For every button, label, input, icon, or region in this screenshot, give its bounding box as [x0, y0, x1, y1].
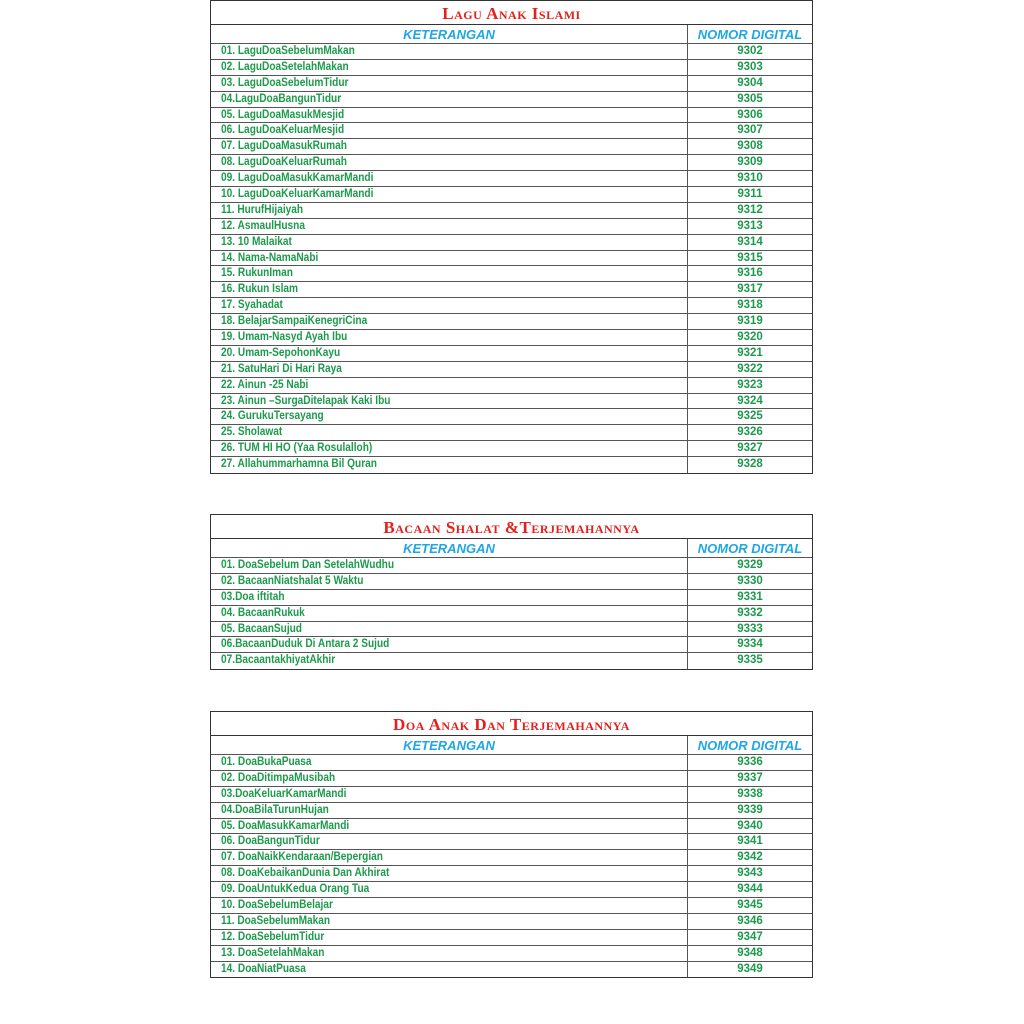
row-nomor-digital: 9333: [737, 622, 763, 635]
header-keterangan: KETERANGAN: [211, 539, 688, 557]
table-row: [211, 155, 812, 171]
row-nomor-digital: 9341: [737, 835, 763, 848]
row-keterangan-text: 08. DoaKebaikanDunia Dan Akhirat: [221, 867, 390, 880]
row-keterangan-text: 15. RukunIman: [221, 267, 293, 280]
table-row: [211, 441, 812, 457]
table-doa-anak: [210, 711, 813, 978]
row-nomor-digital: 9327: [737, 442, 763, 455]
row-keterangan-text: 05. LaguDoaMasukMesjid: [221, 108, 345, 121]
row-keterangan-text: 09. LaguDoaMasukKamarMandi: [221, 172, 374, 185]
row-nomor-digital: 9331: [737, 590, 763, 603]
table-row: [211, 409, 812, 425]
table-row: [211, 425, 812, 441]
row-keterangan: [211, 930, 688, 945]
table-row: [211, 803, 812, 819]
row-keterangan-text: 10. LaguDoaKeluarKamarMandi: [221, 188, 374, 201]
row-keterangan-text: 03.Doa iftitah: [221, 590, 285, 603]
row-keterangan-text: 11. HurufHijaiyah: [221, 203, 304, 216]
row-nomor-digital: 9346: [737, 914, 763, 927]
table-row: [211, 378, 812, 394]
row-keterangan: [211, 457, 688, 473]
row-keterangan: [211, 235, 688, 250]
row-nomor-digital: 9337: [737, 771, 763, 784]
row-keterangan: [211, 314, 688, 329]
row-keterangan-text: 12. AsmaulHusna: [221, 219, 305, 232]
row-keterangan: [211, 378, 688, 393]
row-nomor-digital: 9343: [737, 867, 763, 880]
row-keterangan-text: 19. Umam-Nasyd Ayah Ibu: [221, 331, 348, 344]
table-row: [211, 946, 812, 962]
row-keterangan: [211, 203, 688, 218]
row-keterangan-text: 25. Sholawat: [221, 426, 283, 439]
table-row: [211, 123, 812, 139]
row-nomor-digital: 9336: [737, 756, 763, 768]
table-row: [211, 251, 812, 267]
row-keterangan: [211, 155, 688, 170]
row-keterangan-text: 04.DoaBilaTurunHujan: [221, 803, 329, 816]
table-row: [211, 266, 812, 282]
table-row: [211, 866, 812, 882]
table-row: [211, 606, 812, 622]
row-nomor-digital: 9348: [737, 946, 763, 959]
table-row: [211, 76, 812, 92]
table-row: [211, 755, 812, 771]
row-keterangan-text: 04.LaguDoaBangunTidur: [221, 92, 342, 105]
row-keterangan: [211, 866, 688, 881]
header-nomor-digital: NOMOR DIGITAL: [697, 541, 803, 556]
row-nomor-digital: 9305: [737, 92, 763, 105]
table-row: [211, 558, 812, 574]
row-keterangan: [211, 251, 688, 266]
row-nomor-digital: 9313: [737, 219, 763, 232]
row-keterangan: [211, 787, 688, 802]
table-row: [211, 898, 812, 914]
row-keterangan-text: 02. BacaanNiatshalat 5 Waktu: [221, 574, 364, 587]
row-keterangan: [211, 590, 688, 605]
row-keterangan-text: 07. DoaNaikKendaraan/Bepergian: [221, 851, 383, 864]
table-row: [211, 44, 812, 60]
row-nomor-digital: 9308: [737, 140, 763, 153]
row-keterangan: [211, 298, 688, 313]
row-keterangan: [211, 606, 688, 621]
row-nomor-digital: 9307: [737, 124, 763, 137]
row-keterangan-text: 10. DoaSebelumBelajar: [221, 899, 333, 912]
row-keterangan: [211, 834, 688, 849]
row-nomor-digital: 9319: [737, 315, 763, 328]
row-nomor-digital: 9317: [737, 283, 763, 296]
row-nomor-digital: 9325: [737, 410, 763, 423]
table-row: [211, 298, 812, 314]
row-keterangan: [211, 139, 688, 154]
row-nomor-digital: 9338: [737, 787, 763, 800]
table-row: [211, 850, 812, 866]
row-keterangan: [211, 850, 688, 865]
row-keterangan-text: 02. LaguDoaSetelahMakan: [221, 60, 349, 73]
table-row: [211, 394, 812, 410]
table-bacaan-shalat: [210, 514, 813, 670]
table-row: [211, 590, 812, 606]
header-keterangan: KETERANGAN: [211, 25, 688, 43]
row-nomor-digital: 9326: [737, 426, 763, 439]
row-keterangan: [211, 653, 688, 669]
row-nomor-digital: 9303: [737, 60, 763, 73]
row-keterangan-text: 26. TUM HI HO (Yaa Rosulalloh): [221, 442, 373, 455]
row-keterangan: [211, 819, 688, 834]
table-lagu-anak-islami: [210, 0, 813, 474]
table-row: [211, 219, 812, 235]
header-row: [211, 25, 812, 44]
table-row: [211, 108, 812, 124]
table-row: [211, 330, 812, 346]
row-nomor-digital: 9318: [737, 299, 763, 312]
row-keterangan-text: 01. DoaSebelum Dan SetelahWudhu: [221, 559, 395, 571]
table-row: [211, 622, 812, 638]
row-keterangan-text: 05. DoaMasukKamarMandi: [221, 819, 350, 832]
row-keterangan-text: 08. LaguDoaKeluarRumah: [221, 156, 347, 169]
table-row: [211, 187, 812, 203]
row-keterangan-text: 13. 10 Malaikat: [221, 235, 292, 248]
row-keterangan: [211, 219, 688, 234]
row-nomor-digital: 9309: [737, 156, 763, 169]
table-row: [211, 834, 812, 850]
table-row: [211, 819, 812, 835]
table-row: [211, 203, 812, 219]
row-nomor-digital: 9314: [737, 235, 763, 248]
table-row: [211, 882, 812, 898]
row-nomor-digital: 9344: [737, 883, 763, 896]
table-row: [211, 771, 812, 787]
table-row: [211, 314, 812, 330]
row-nomor-digital: 9328: [737, 458, 763, 471]
table-row: [211, 962, 812, 978]
table-title: Doa Anak Dan Terjemahannya: [211, 712, 812, 736]
table-row: [211, 787, 812, 803]
row-nomor-digital: 9340: [737, 819, 763, 832]
row-keterangan: [211, 771, 688, 786]
table-row: [211, 346, 812, 362]
table-row: [211, 653, 812, 669]
row-keterangan-text: 01. DoaBukaPuasa: [221, 756, 312, 768]
row-keterangan-text: 03.DoaKeluarKamarMandi: [221, 787, 347, 800]
table-row: [211, 362, 812, 378]
table-row: [211, 930, 812, 946]
row-keterangan: [211, 914, 688, 929]
row-keterangan-text: 04. BacaanRukuk: [221, 606, 305, 619]
row-keterangan: [211, 803, 688, 818]
row-keterangan: [211, 394, 688, 409]
row-keterangan: [211, 92, 688, 107]
row-keterangan-text: 07.BacaantakhiyatAkhir: [221, 654, 336, 667]
row-keterangan: [211, 330, 688, 345]
row-keterangan-text: 07. LaguDoaMasukRumah: [221, 140, 347, 153]
row-keterangan: [211, 76, 688, 91]
row-keterangan: [211, 898, 688, 913]
row-nomor-digital: 9321: [737, 346, 763, 359]
row-keterangan: [211, 637, 688, 652]
row-keterangan: [211, 409, 688, 424]
row-keterangan: [211, 946, 688, 961]
table-row: [211, 457, 812, 473]
row-nomor-digital: 9316: [737, 267, 763, 280]
table-title: Lagu Anak Islami: [211, 1, 812, 25]
row-keterangan-text: 06.BacaanDuduk Di Antara 2 Sujud: [221, 638, 390, 651]
row-nomor-digital: 9335: [737, 654, 763, 667]
table-row: [211, 139, 812, 155]
row-keterangan-text: 14. Nama-NamaNabi: [221, 251, 319, 264]
row-keterangan: [211, 882, 688, 897]
row-keterangan-text: 05. BacaanSujud: [221, 622, 303, 635]
row-keterangan-text: 03. LaguDoaSebelumTidur: [221, 76, 349, 89]
table-row: [211, 171, 812, 187]
row-keterangan-text: 24. GurukuTersayang: [221, 410, 324, 423]
header-keterangan: KETERANGAN: [211, 736, 688, 754]
row-keterangan: [211, 441, 688, 456]
table-row: [211, 282, 812, 298]
table-row: [211, 235, 812, 251]
table-row: [211, 637, 812, 653]
row-nomor-digital: 9342: [737, 851, 763, 864]
row-keterangan-text: 01. LaguDoaSebelumMakan: [221, 45, 355, 57]
row-nomor-digital: 9306: [737, 108, 763, 121]
row-keterangan: [211, 108, 688, 123]
table-row: [211, 60, 812, 76]
row-nomor-digital: 9329: [737, 559, 763, 571]
row-nomor-digital: 9330: [737, 574, 763, 587]
row-nomor-digital: 9304: [737, 76, 763, 89]
row-keterangan: [211, 282, 688, 297]
row-keterangan-text: 02. DoaDitimpaMusibah: [221, 771, 336, 784]
row-keterangan-text: 06. DoaBangunTidur: [221, 835, 320, 848]
row-keterangan: [211, 266, 688, 281]
header-nomor-digital: NOMOR DIGITAL: [697, 27, 803, 42]
row-nomor-digital: 9322: [737, 362, 763, 375]
table-row: [211, 574, 812, 590]
row-keterangan-text: 09. DoaUntukKedua Orang Tua: [221, 883, 370, 896]
row-keterangan: [211, 187, 688, 202]
row-keterangan: [211, 755, 688, 770]
row-keterangan-text: 16. Rukun Islam: [221, 283, 299, 296]
row-nomor-digital: 9320: [737, 331, 763, 344]
row-keterangan: [211, 123, 688, 138]
header-row: [211, 736, 812, 755]
table-row: [211, 92, 812, 108]
row-nomor-digital: 9349: [737, 962, 763, 975]
row-keterangan: [211, 171, 688, 186]
row-keterangan: [211, 425, 688, 440]
row-keterangan-text: 23. Ainun –SurgaDitelapak Kaki Ibu: [221, 394, 391, 407]
row-nomor-digital: 9345: [737, 899, 763, 912]
row-nomor-digital: 9302: [737, 45, 763, 57]
row-nomor-digital: 9332: [737, 606, 763, 619]
row-keterangan-text: 22. Ainun -25 Nabi: [221, 378, 309, 391]
row-keterangan-text: 11. DoaSebelumMakan: [221, 914, 331, 927]
row-keterangan: [211, 962, 688, 978]
row-keterangan: [211, 558, 688, 573]
row-keterangan: [211, 346, 688, 361]
row-nomor-digital: 9339: [737, 803, 763, 816]
row-keterangan: [211, 574, 688, 589]
row-nomor-digital: 9310: [737, 172, 763, 185]
row-keterangan-text: 20. Umam-SepohonKayu: [221, 346, 341, 359]
header-row: [211, 539, 812, 558]
row-keterangan-text: 14. DoaNiatPuasa: [221, 962, 306, 975]
header-nomor-digital: NOMOR DIGITAL: [697, 738, 803, 753]
table-title: Bacaan Shalat &Terjemahannya: [211, 515, 812, 539]
table-row: [211, 914, 812, 930]
row-keterangan-text: 21. SatuHari Di Hari Raya: [221, 362, 342, 375]
row-keterangan-text: 12. DoaSebelumTidur: [221, 930, 325, 943]
row-keterangan-text: 06. LaguDoaKeluarMesjid: [221, 124, 345, 137]
row-nomor-digital: 9311: [737, 188, 763, 201]
row-keterangan: [211, 44, 688, 59]
row-keterangan-text: 27. Allahummarhamna Bil Quran: [221, 458, 377, 471]
row-keterangan-text: 18. BelajarSampaiKenegriCina: [221, 315, 368, 328]
row-keterangan-text: 17. Syahadat: [221, 299, 283, 312]
row-keterangan-text: 13. DoaSetelahMakan: [221, 946, 325, 959]
row-nomor-digital: 9334: [737, 638, 763, 651]
row-nomor-digital: 9347: [737, 930, 763, 943]
row-keterangan: [211, 362, 688, 377]
row-nomor-digital: 9315: [737, 251, 763, 264]
row-keterangan: [211, 622, 688, 637]
row-nomor-digital: 9324: [737, 394, 763, 407]
row-keterangan: [211, 60, 688, 75]
row-nomor-digital: 9323: [737, 378, 763, 391]
row-nomor-digital: 9312: [737, 203, 763, 216]
